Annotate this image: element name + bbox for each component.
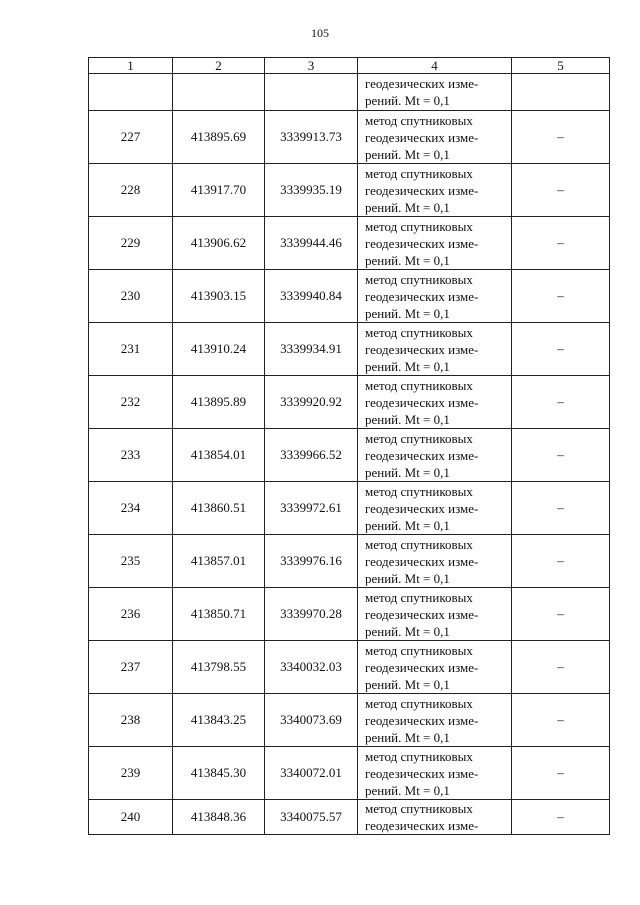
cell-note: – xyxy=(512,111,610,164)
cell-point-number: 237 xyxy=(89,641,173,694)
method-line: геодезических изме- xyxy=(365,76,479,91)
method-line: метод спутниковых xyxy=(365,748,473,764)
method-line: метод спутниковых xyxy=(365,271,473,287)
cell-note: – xyxy=(512,376,610,429)
method-line: рений. Mt = 0,1 xyxy=(365,358,450,374)
cell-note: – xyxy=(512,217,610,270)
method-line: рений. Mt = 0,1 xyxy=(365,411,450,427)
method-line: геодезических изме- xyxy=(365,818,479,833)
cell-empty xyxy=(89,74,173,111)
cell-method xyxy=(358,800,512,835)
cell-method xyxy=(358,323,512,376)
method-line: метод спутниковых xyxy=(365,430,473,446)
cell-x-coordinate: 413895.89 xyxy=(173,376,265,429)
method-line: геодезических изме- xyxy=(365,447,479,463)
table-row xyxy=(89,429,610,482)
method-line: геодезических изме- xyxy=(365,394,479,410)
cell-note: – xyxy=(512,535,610,588)
cell-method xyxy=(358,164,512,217)
cell-method xyxy=(358,270,512,323)
method-line: геодезических изме- xyxy=(365,500,479,516)
cell-x-coordinate: 413850.71 xyxy=(173,588,265,641)
cell-y-coordinate: 3339940.84 xyxy=(265,270,358,323)
method-line: геодезических изме- xyxy=(365,235,479,251)
cell-method xyxy=(358,482,512,535)
method-line: геодезических изме- xyxy=(365,182,479,198)
cell-y-coordinate: 3339970.28 xyxy=(265,588,358,641)
method-line: рений. Mt = 0,1 xyxy=(365,623,450,639)
cell-y-coordinate: 3339913.73 xyxy=(265,111,358,164)
cell-point-number: 235 xyxy=(89,535,173,588)
method-line: метод спутниковых xyxy=(365,801,473,816)
cell-point-number: 240 xyxy=(89,800,173,835)
cell-y-coordinate: 3339920.92 xyxy=(265,376,358,429)
cell-y-coordinate: 3339976.16 xyxy=(265,535,358,588)
cell-x-coordinate: 413848.36 xyxy=(173,800,265,835)
method-line: метод спутниковых xyxy=(365,218,473,234)
cell-point-number: 232 xyxy=(89,376,173,429)
cell-note: – xyxy=(512,323,610,376)
cell-point-number: 239 xyxy=(89,747,173,800)
cell-x-coordinate: 413854.01 xyxy=(173,429,265,482)
cell-point-number: 231 xyxy=(89,323,173,376)
table-body xyxy=(89,74,610,835)
method-line: рений. Mt = 0,1 xyxy=(365,93,450,108)
cell-method xyxy=(358,694,512,747)
cell-x-coordinate: 413903.15 xyxy=(173,270,265,323)
cell-y-coordinate: 3340073.69 xyxy=(265,694,358,747)
cell-point-number: 236 xyxy=(89,588,173,641)
cell-method xyxy=(358,747,512,800)
cell-point-number: 229 xyxy=(89,217,173,270)
cell-x-coordinate: 413860.51 xyxy=(173,482,265,535)
cell-point-number: 238 xyxy=(89,694,173,747)
cell-point-number: 233 xyxy=(89,429,173,482)
cell-y-coordinate: 3339966.52 xyxy=(265,429,358,482)
cell-note: – xyxy=(512,641,610,694)
cell-note: – xyxy=(512,482,610,535)
cell-method xyxy=(358,74,512,111)
table-row xyxy=(89,376,610,429)
method-line: метод спутниковых xyxy=(365,324,473,340)
cell-note: – xyxy=(512,747,610,800)
cell-x-coordinate: 413857.01 xyxy=(173,535,265,588)
cell-y-coordinate: 3340072.01 xyxy=(265,747,358,800)
header-col-1: 1 xyxy=(89,58,173,74)
cell-method xyxy=(358,217,512,270)
table-row xyxy=(89,747,610,800)
cell-point-number: 227 xyxy=(89,111,173,164)
table-row xyxy=(89,694,610,747)
header-col-5: 5 xyxy=(512,58,610,74)
cell-y-coordinate: 3339935.19 xyxy=(265,164,358,217)
method-line: рений. Mt = 0,1 xyxy=(365,146,450,162)
page-number: 105 xyxy=(311,26,329,40)
table-row xyxy=(89,482,610,535)
cell-note: – xyxy=(512,270,610,323)
continuation-row xyxy=(89,74,610,111)
cell-y-coordinate: 3339972.61 xyxy=(265,482,358,535)
method-line: геодезических изме- xyxy=(365,288,479,304)
cell-x-coordinate: 413906.62 xyxy=(173,217,265,270)
cell-point-number: 234 xyxy=(89,482,173,535)
method-line: рений. Mt = 0,1 xyxy=(365,729,450,745)
cell-method xyxy=(358,111,512,164)
table-header xyxy=(89,58,610,74)
cell-y-coordinate: 3340032.03 xyxy=(265,641,358,694)
method-line: геодезических изме- xyxy=(365,341,479,357)
cell-note: – xyxy=(512,429,610,482)
cell-method xyxy=(358,641,512,694)
cell-note: – xyxy=(512,694,610,747)
cell-x-coordinate: 413895.69 xyxy=(173,111,265,164)
cell-method xyxy=(358,588,512,641)
header-col-4: 4 xyxy=(358,58,512,74)
table-row xyxy=(89,217,610,270)
cell-point-number: 228 xyxy=(89,164,173,217)
method-line: метод спутниковых xyxy=(365,377,473,393)
cell-x-coordinate: 413845.30 xyxy=(173,747,265,800)
method-line: метод спутниковых xyxy=(365,589,473,605)
cell-y-coordinate: 3339934.91 xyxy=(265,323,358,376)
method-line: геодезических изме- xyxy=(365,712,479,728)
method-line: метод спутниковых xyxy=(365,165,473,181)
coordinates-table xyxy=(88,57,610,835)
cell-x-coordinate: 413910.24 xyxy=(173,323,265,376)
method-line: геодезических изме- xyxy=(365,765,479,781)
header-col-3: 3 xyxy=(265,58,358,74)
table-row xyxy=(89,641,610,694)
method-line: рений. Mt = 0,1 xyxy=(365,305,450,321)
method-line: метод спутниковых xyxy=(365,642,473,658)
method-line: рений. Mt = 0,1 xyxy=(365,570,450,586)
method-line: геодезических изме- xyxy=(365,606,479,622)
method-line: рений. Mt = 0,1 xyxy=(365,517,450,533)
cell-empty xyxy=(173,74,265,111)
method-line: рений. Mt = 0,1 xyxy=(365,252,450,268)
method-line: метод спутниковых xyxy=(365,695,473,711)
table-row xyxy=(89,588,610,641)
cell-x-coordinate: 413798.55 xyxy=(173,641,265,694)
cell-x-coordinate: 413917.70 xyxy=(173,164,265,217)
cell-note: – xyxy=(512,800,610,835)
method-line: метод спутниковых xyxy=(365,483,473,499)
cell-y-coordinate: 3339944.46 xyxy=(265,217,358,270)
cell-empty xyxy=(512,74,610,111)
method-line: рений. Mt = 0,1 xyxy=(365,676,450,692)
cell-point-number: 230 xyxy=(89,270,173,323)
method-line: геодезических изме- xyxy=(365,129,479,145)
method-line: метод спутниковых xyxy=(365,536,473,552)
table-row xyxy=(89,270,610,323)
cell-empty xyxy=(265,74,358,111)
cell-method xyxy=(358,376,512,429)
cell-note: – xyxy=(512,588,610,641)
method-line: рений. Mt = 0,1 xyxy=(365,199,450,215)
method-line: рений. Mt = 0,1 xyxy=(365,782,450,798)
method-line: геодезических изме- xyxy=(365,659,479,675)
method-line: геодезических изме- xyxy=(365,553,479,569)
table-row xyxy=(89,535,610,588)
method-line: метод спутниковых xyxy=(365,112,473,128)
table-row xyxy=(89,164,610,217)
cell-x-coordinate: 413843.25 xyxy=(173,694,265,747)
cell-y-coordinate: 3340075.57 xyxy=(265,800,358,835)
cell-method xyxy=(358,535,512,588)
table-row xyxy=(89,323,610,376)
table-row xyxy=(89,800,610,835)
cell-note: – xyxy=(512,164,610,217)
header-col-2: 2 xyxy=(173,58,265,74)
table-row xyxy=(89,111,610,164)
method-line: рений. Mt = 0,1 xyxy=(365,464,450,480)
cell-method xyxy=(358,429,512,482)
